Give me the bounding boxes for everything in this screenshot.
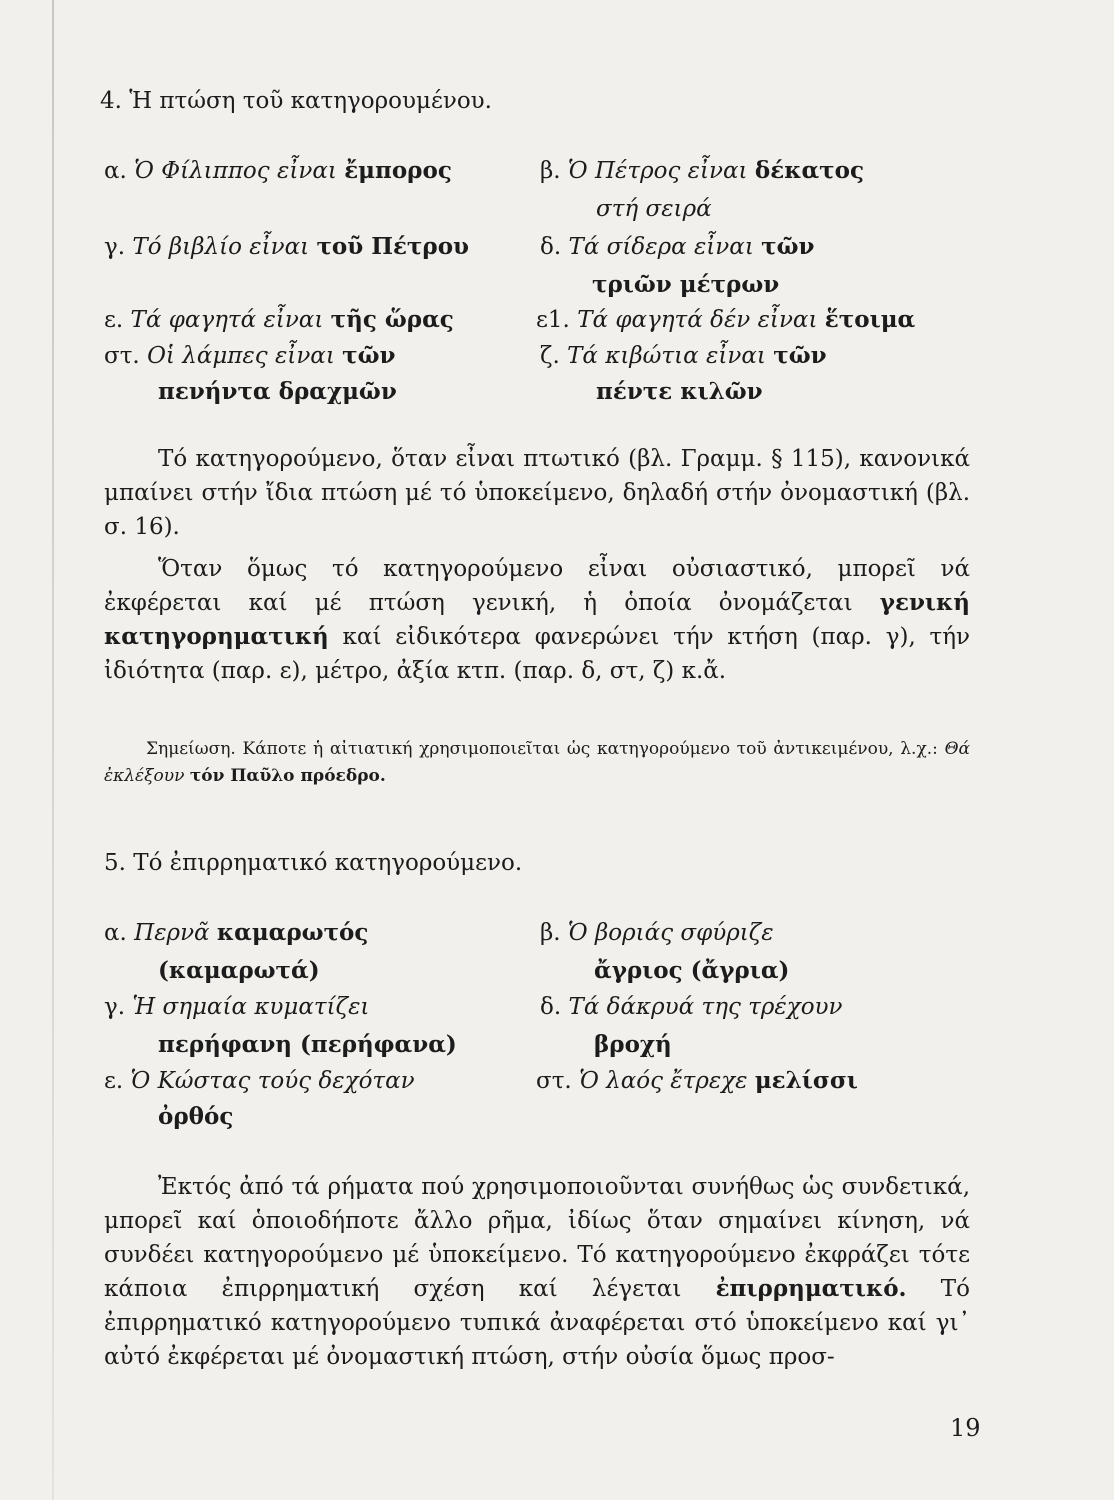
paragraph-4-1: Τό κατηγορούμενο, ὅταν εἶναι πτωτικό (βλ. Γραμμ. § 115), κανονικά μπαίνει στήν ἴδια πτώση μέ τό ὑποκείμενο, δηλαδή στήν ὀνομαστική (βλ. σ. 16). [104, 446, 970, 540]
page-binding-edge [52, 0, 54, 1500]
example-4d: δ. Τά σίδερα εἶναι τῶν [540, 233, 815, 260]
example-4e1: ε1. Τά φαγητά δέν εἶναι ἕτοιμα [536, 306, 916, 333]
example-4b: β. Ὁ Πέτρος εἶναι δέκατος [540, 157, 864, 184]
example-5e: ε. Ὁ Κώστας τούς δεχόταν [104, 1068, 415, 1094]
example-4z-cont: πέντε κιλῶν [596, 378, 763, 405]
example-4st-cont: πενήντα δραχμῶν [158, 378, 397, 405]
example-4z: ζ. Τά κιβώτια εἶναι τῶν [540, 342, 827, 369]
section4-heading: 4. Ἡ πτώση τοῦ κατηγορουμένου. [100, 88, 492, 114]
example-4e: ε. Τά φαγητά εἶναι τῆς ὥρας [104, 306, 454, 333]
example-5c: γ. Ἡ σημαία κυματίζει [104, 994, 370, 1020]
example-5d: δ. Τά δάκρυά της τρέχουν [540, 994, 843, 1020]
example-4a: α. Ὁ Φίλιππος εἶναι ἔμπορος [104, 157, 452, 184]
example-5st: στ. Ὁ λαός ἔτρεχε μελίσσι [536, 1067, 858, 1094]
example-4b-cont: στή σειρά [596, 196, 712, 222]
example-5a-cont: (καμαρωτά) [158, 957, 320, 984]
page-number: 19 [950, 1414, 981, 1442]
example-5e-cont: ὀρθός [158, 1103, 234, 1130]
section5-heading: 5. Τό ἐπιρρηματικό κατηγορούμενο. [104, 850, 523, 876]
paragraph-5: Ἐκτός ἀπό τά ρήματα πού χρησιμοποιοῦνται συνήθως ὡς συνδετικά, μπορεῖ καί ὁποιοδήποτε ἄλλο ρῆμα, ἰδίως ὅταν σημαίνει κίνηση, νά συνδέει κατηγορούμενο μέ ὑποκείμενο. Τό κατηγορούμενο ἐκφράζει τότε κάποια ἐπιρρηματική σχέση καί λέγεται ἐπιρρηματικό. Τό ἐπιρρηματικό κατηγορούμενο τυπικά ἀναφέρεται στό ὑποκείμενο καί γι᾽ αὐτό ἐκφέρεται μέ ὀνομαστική πτώση, στήν οὐσία ὅμως προσ- [104, 1174, 970, 1370]
example-5c-cont: περήφανη (περήφανα) [158, 1031, 457, 1058]
paragraph-4-2: Ὅταν ὅμως τό κατηγορούμενο εἶναι οὐσιαστικό, μπορεῖ νά ἐκφέρεται καί μέ πτώση γενική, ἡ ὁποία ὀνομάζεται γενική κατηγορηματική καί εἰδικότερα φανερώνει τήν κτήση (παρ. γ), τήν ἰδιότητα (παρ. ε), μέτρο, ἀξία κτπ. (παρ. δ, στ, ζ) κ.ἄ. [104, 556, 971, 684]
example-5a: α. Περνᾶ καμαρωτός [104, 919, 369, 946]
example-4st: στ. Οἱ λάμπες εἶναι τῶν [104, 342, 396, 369]
example-5d-cont: βροχή [594, 1031, 672, 1058]
example-5b-cont: ἄγριος (ἄγρια) [594, 957, 790, 984]
example-5b: β. Ὁ βοριάς σφύριζε [540, 920, 774, 946]
example-4c: γ. Τό βιβλίο εἶναι τοῦ Πέτρου [104, 233, 470, 260]
example-4d-cont: τριῶν μέτρων [592, 271, 780, 298]
note: Σημείωση. Κάποτε ἡ αἰτιατική χρησιμοποιεῖται ὡς κατηγορούμενο τοῦ ἀντικειμένου, λ.χ.: Θά ἐκλέξουν τόν Παῦλο πρόεδρο. [104, 739, 970, 786]
